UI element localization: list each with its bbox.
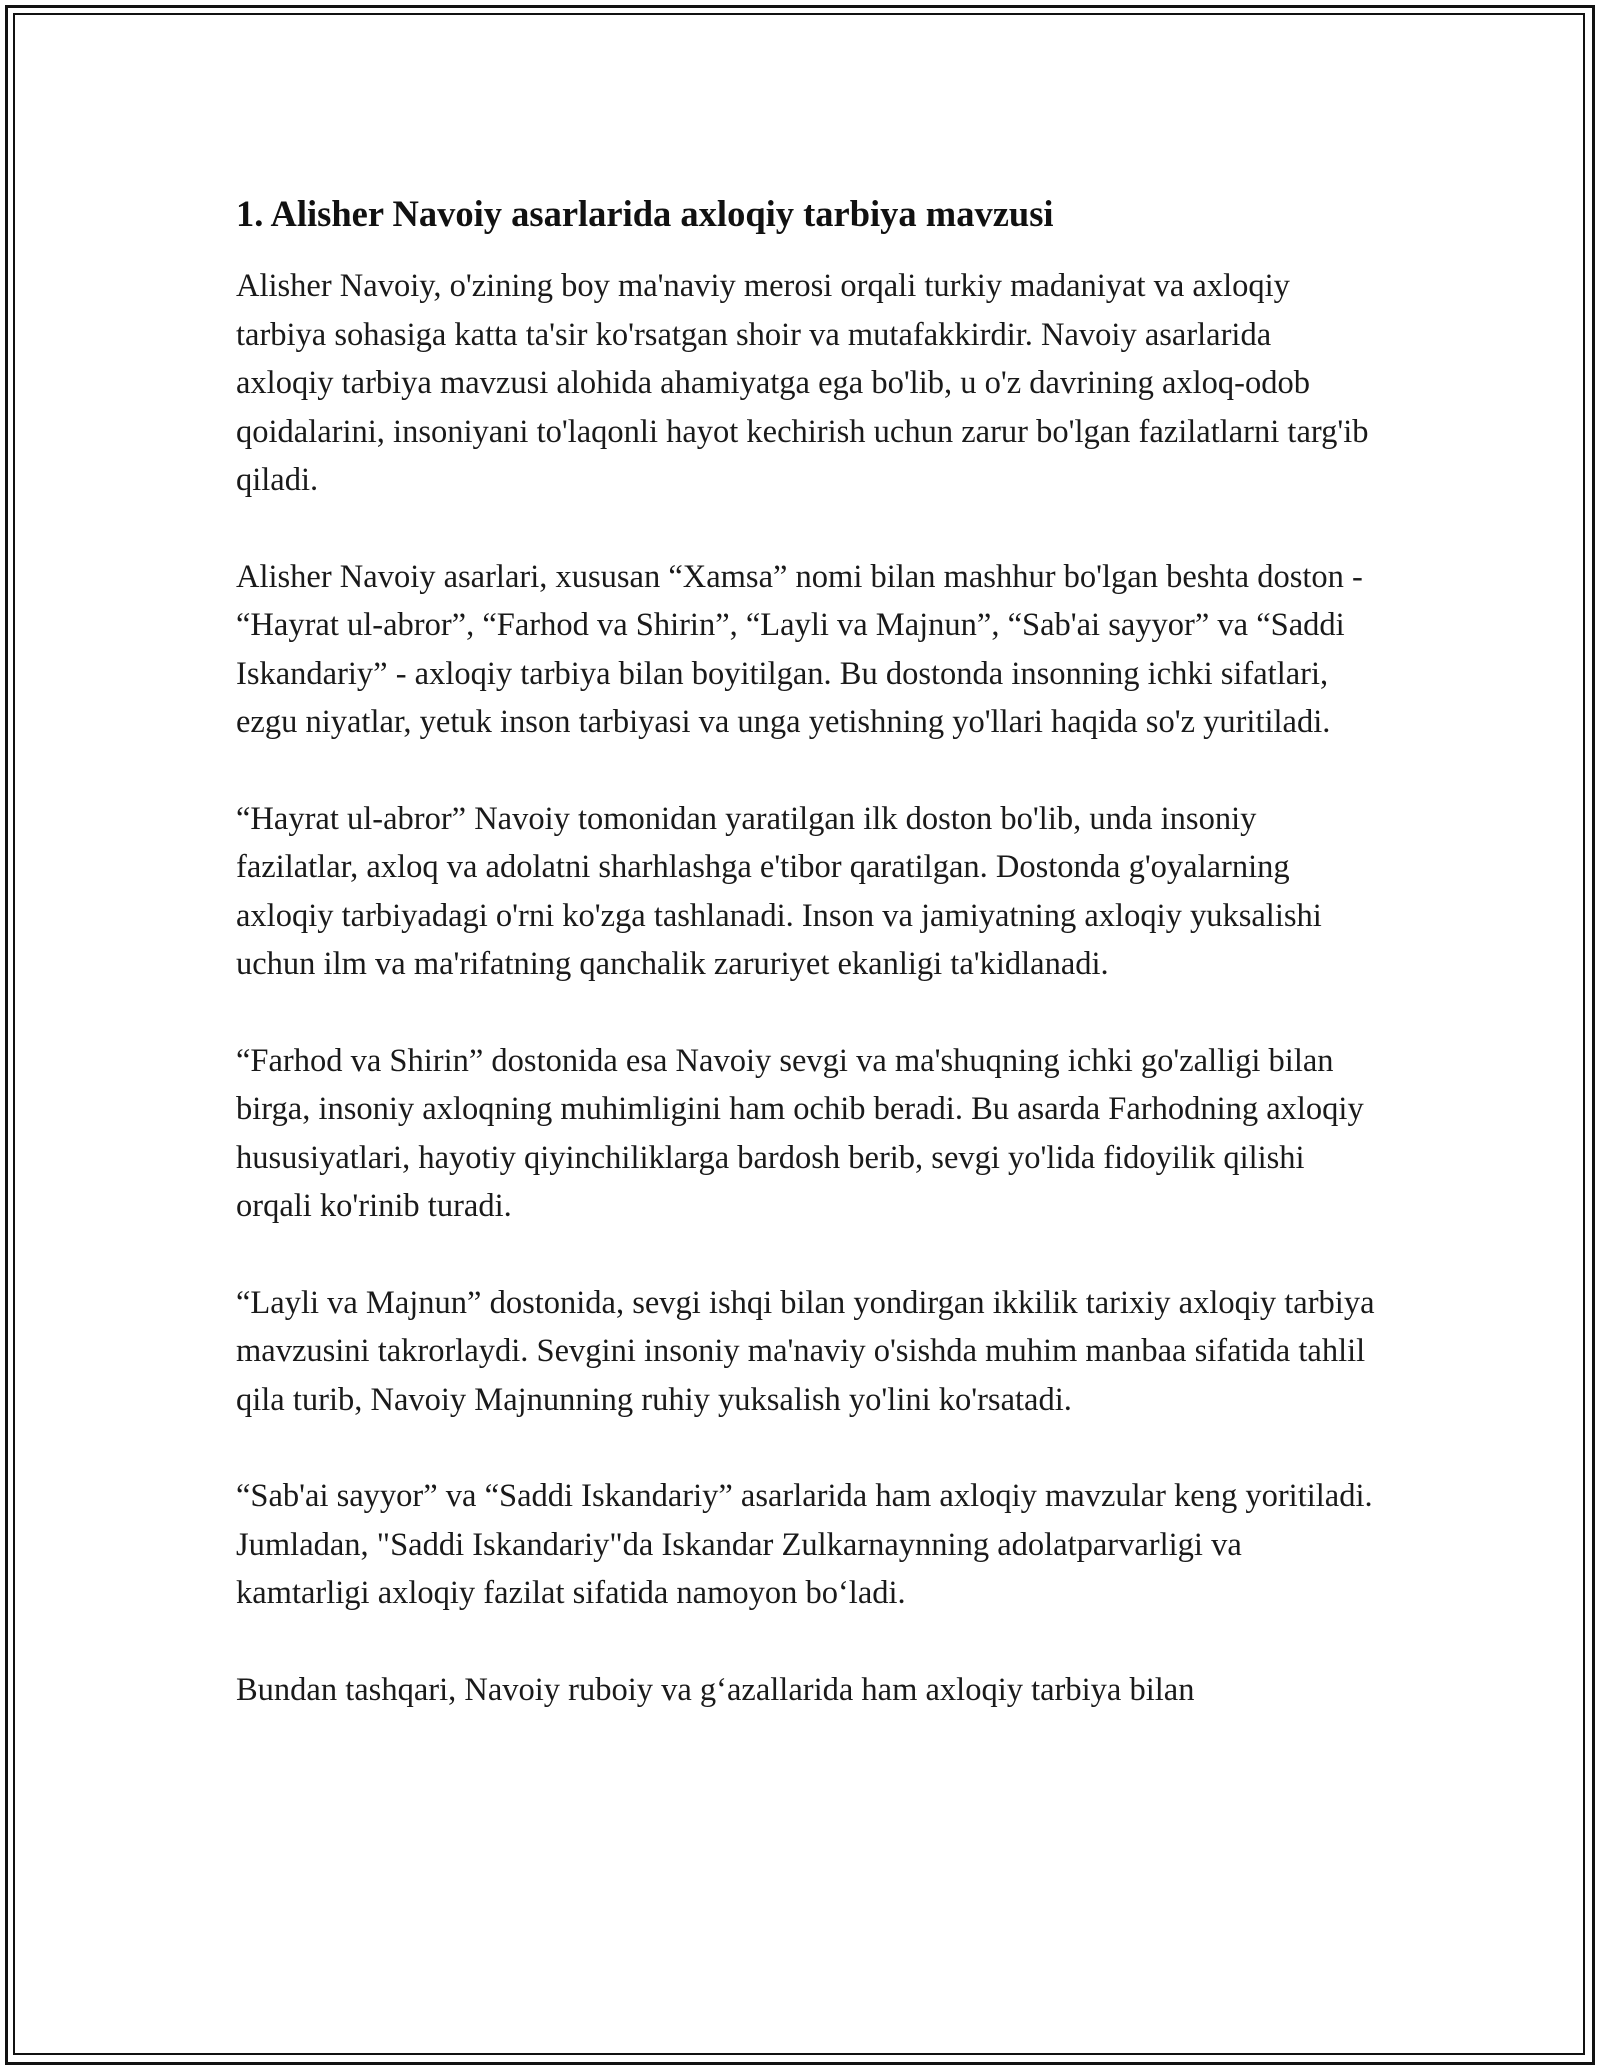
paragraph-hayrat-ul-abror: “Hayrat ul-abror” Navoiy tomonidan yaratilgan ilk doston bo'lib, unda insoniy fazilatlar, axloq va adolatni sharhlashga e'tibor qaratilgan. Dostonda g'oyalarning axloqiy tarbiyadagi o'rni ko'zga tashlanadi. Inson va jamiyatning axloqiy yuksalishi uchun ilm va ma'rifatning qanchalik zaruriyet ekanligi ta'kidlanadi. [236,800,1322,982]
paragraph-intro: Alisher Navoiy, o'zining boy ma'naviy merosi orqali turkiy madaniyat va axloqiy tarbiya sohasiga katta ta'sir ko'rsatgan shoir va mutafakkirdir. Navoiy asarlarida axloqiy tarbiya mavzusi alohida ahamiyatga ega bo'lib, u o'z davrining axloq-odob qoidalarini, insoniyani to'laqonli hayot kechirish uchun zarur bo'lgan fazilatlarni targ'ib qiladi. [236,268,1369,498]
paragraph-sabai-sayyor: “Sab'ai sayyor” va “Saddi Iskandariy” asarlarida ham axloqiy mavzular keng yoritiladi. Jumladan, "Saddi Iskandariy"da Iskandar Zulkarnaynning adolatparvarligi va kamtarligi axloqiy fazilat sifatida namoyon bo‘ladi. [236,1478,1373,1611]
section-heading: 1. Alisher Navoiy asarlarida axloqiy tarbiya mavzusi [236,193,1054,234]
paragraph-xamsa: Alisher Navoiy asarlari, xususan “Xamsa” nomi bilan mashhur bo'lgan beshta doston - “Hayrat ul-abror”, “Farhod va Shirin”, “Layli va Majnun”, “Sab'ai sayyor” va “Saddi Iskandariy” - axloqiy tarbiya bilan boyitilgan. Bu dostonda insonning ichki sifatlari, ezgu niyatlar, yetuk inson tarbiyasi va unga yetishning yo'llari haqida so'z yuritiladi. [236,558,1363,740]
paragraph-farhod-va-shirin: “Farhod va Shirin” dostonida esa Navoiy sevgi va ma'shuqning ichki go'zalligi bilan birga, insoniy axloqning muhimligini ham ochib beradi. Bu asarda Farhodning axloqiy hususiyatlari, hayotiy qiyinchiliklarga bardosh berib, sevgi yo'lida fidoyilik qilishi orqali ko'rinib turadi. [236,1042,1364,1224]
document-body [236,190,1376,1762]
paragraph-layli-va-majnun: “Layli va Majnun” dostonida, sevgi ishqi bilan yondirgan ikkilik tarixiy axloqiy tarbiya mavzusini takrorlaydi. Sevgini insoniy ma'naviy o'sishda muhim manbaa sifatida tahlil qila turib, Navoiy Majnunning ruhiy yuksalish yo'lini ko'rsatadi. [236,1284,1375,1418]
paragraph-ruboiy-gazal: Bundan tashqari, Navoiy ruboiy va g‘azallarida ham axloqiy tarbiya bilan [236,1671,1195,1708]
